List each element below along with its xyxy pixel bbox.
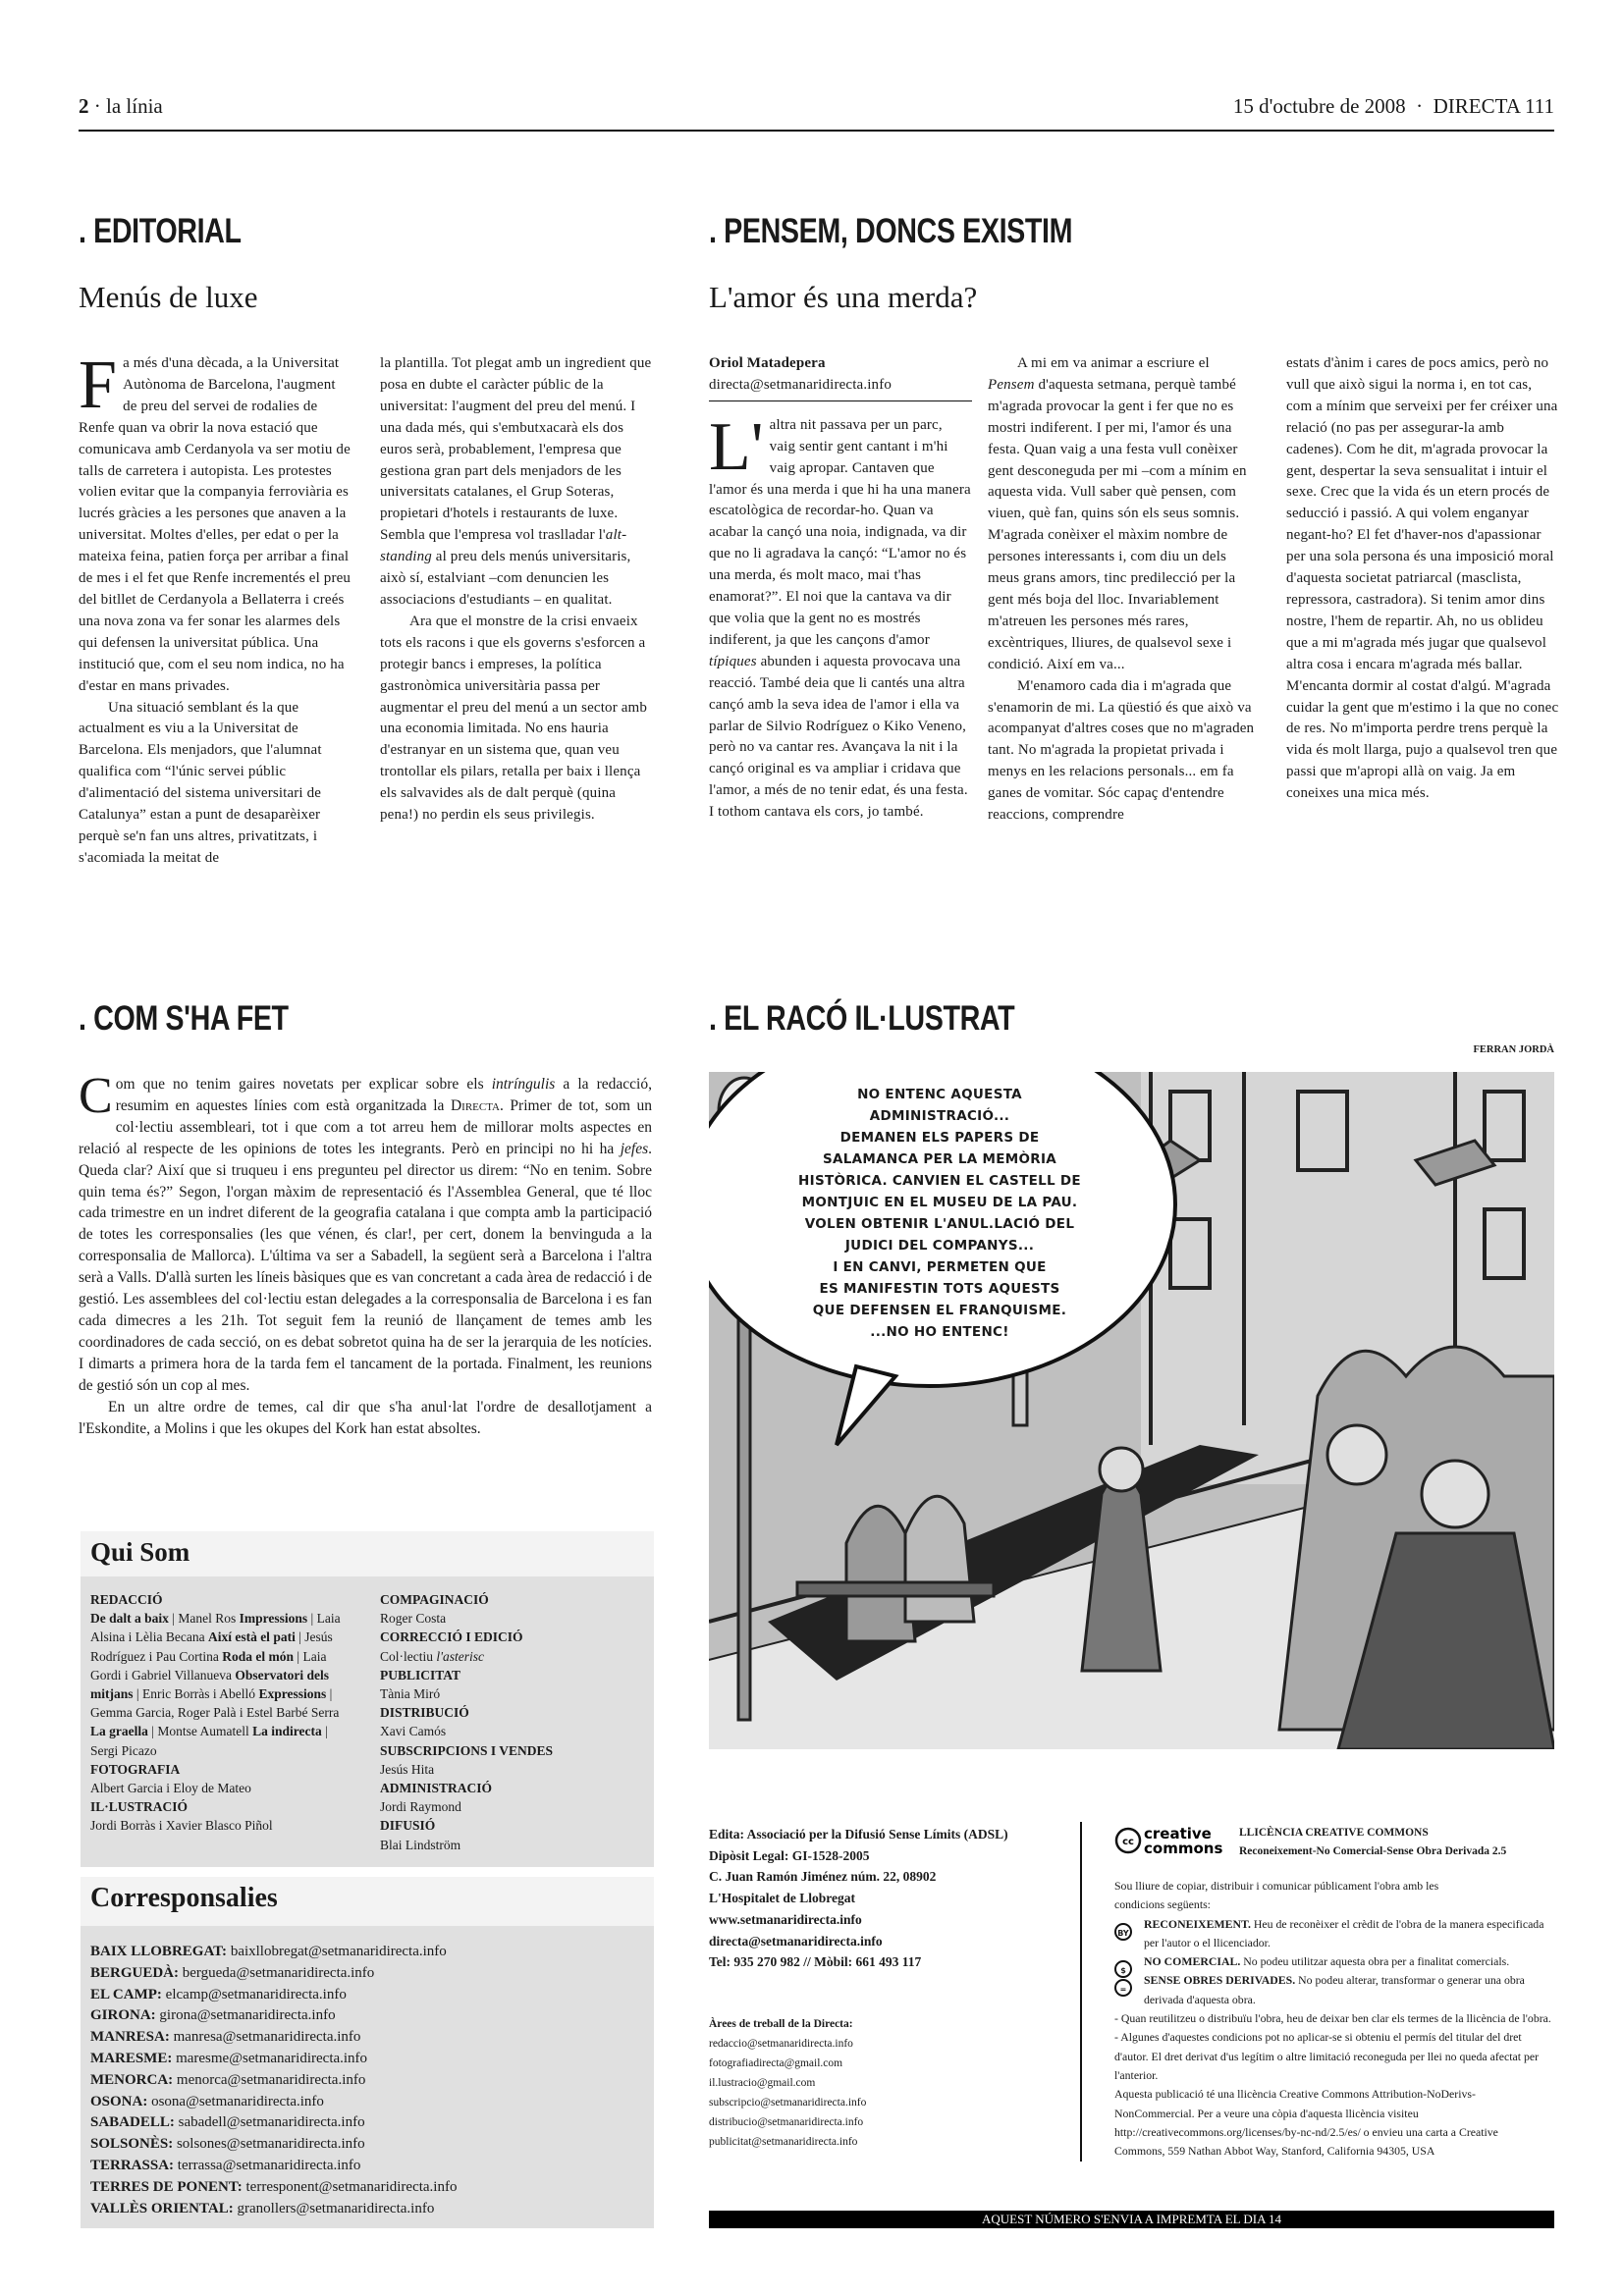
page-header-right: 15 d'octubre de 2008 · DIRECTA 111 bbox=[1232, 94, 1554, 118]
text-line[interactable]: subscripcio@setmanaridirecta.info bbox=[709, 2097, 867, 2109]
text-line: SALAMANCA PER LA MEMÒRIA bbox=[822, 1151, 1057, 1167]
text-line: VOLEN OBTENIR L'ANUL.LACIÓ DEL bbox=[804, 1216, 1075, 1232]
pensem-column-2 bbox=[988, 353, 1255, 827]
correspondent-item bbox=[90, 2027, 644, 2049]
cartoon-illustration bbox=[709, 1072, 1554, 1749]
by-icon: BY bbox=[1114, 1923, 1132, 1941]
correspondent-item bbox=[90, 2005, 644, 2027]
region-name: MANRESA: bbox=[90, 2029, 170, 2046]
region-name: BERGUEDÀ: bbox=[90, 1964, 180, 1981]
region-name: BAIX LLOBREGAT: bbox=[90, 1944, 228, 1959]
license-heading bbox=[1239, 1824, 1506, 1861]
text-line[interactable]: redaccio@setmanaridirecta.info bbox=[709, 2038, 853, 2050]
pensem-column-1 bbox=[709, 353, 972, 824]
nd-icon: = bbox=[1114, 1979, 1132, 1997]
region-email[interactable]: girona@setmanaridirecta.info bbox=[155, 2007, 336, 2024]
license-text bbox=[1114, 1877, 1551, 2161]
paragraph: A mi em va animar a escriure el Pensem d'aquesta setmana, perquè també m'agrada provocar la gent i fer que no es mostri indiferent. I per mi, l'amor és una festa. Quan vaig a una festa vull conèixer gent desconeguda per mi –com a mínim en aquesta vida. Vull saber què pensen, com viuen, què fan, quins són els seus somnis. M'agrada conèixer el màxim nombre de persones interessants i, com diu un dels meus grans amors, tinc predilecció per la gent més boja del lloc. Invariablement m'atreuen les persones més rares, excèntriques, lliures, de qualsevol sexe i condició. Així em va... bbox=[988, 355, 1247, 672]
region-email[interactable]: osona@setmanaridirecta.info bbox=[147, 2093, 324, 2109]
correspondent-item bbox=[90, 2199, 644, 2220]
text-line[interactable]: fotografiadirecta@gmail.com bbox=[709, 2057, 843, 2069]
raco-heading: . EL RACÓ IL·LUSTRAT bbox=[709, 999, 1015, 1038]
quisom-box bbox=[81, 1576, 654, 1867]
dropcap: C bbox=[79, 1068, 113, 1124]
colophon bbox=[709, 1824, 1082, 1973]
pensem-heading: . PENSEM, DONCS EXISTIM bbox=[709, 212, 1073, 250]
text-line: - Quan reutilitzeu o distribuïu l'obra, heu de deixar ben clar els termes de la llicència de l'obra. bbox=[1114, 2011, 1551, 2026]
correspondent-item bbox=[90, 1963, 644, 1985]
staff-role: PUBLICITAT bbox=[380, 1667, 461, 1682]
condition-name: SENSE OBRES DERIVADES. bbox=[1144, 1973, 1296, 1988]
region-email[interactable]: sabadell@setmanaridirecta.info bbox=[174, 2114, 365, 2131]
issue-number: DIRECTA 111 bbox=[1433, 94, 1554, 118]
svg-text:cc: cc bbox=[1122, 1837, 1134, 1847]
license-subtitle: Reconeixement-No Comercial-Sense Obra Derivada 2.5 bbox=[1239, 1845, 1507, 1857]
region-name: SOLSONÈS: bbox=[90, 2136, 174, 2153]
paragraph: om que no tenim gaires novetats per explicar sobre els intríngulis a la redacció, resumim en aquestes línies com està organitzada la Directa. Primer de tot, som un col·lectiu assembleari, tot i que com a tot arreu hem de millorar molts aspectes en relació al respecte de les opinions de totes les integrants. Però en principi no hi ha jefes. Queda clar? Així que si truqueu i ens pregunteu pel director us direm: “No en tenim. Sobre quin tema és?” Segon, l'organ màxim de representació és l'Assemblea General, que té lloc cada trimestre en un indret diferent de la geografia catalana i que compta amb la participació de totes les corresponsalies (les que vénen, és clar!, per cert, donem la benvinguda a la corresponsalia de Mallorca). L'última va ser a Sabadell, la següent serà a Barcelona i l'altra serà a Valls. D'allà surten les líneis bàsiques que es van concretant a cada àrea de redacció i de gestió. Les assemblees del col·lectiu estan delegades a la corresponsalia de Barcelona i es fan cada dimecres a les 21h. Tot seguit fem la reunió de llançament de temes amb les coordinadores de cada secció, on es debat sobretot quina ha de ser la jerarquia de les notícies. I dimarts a primera hora de la tarda fem el tancament de la portada. Finalment, les reunions de gestió són un cop al mes. bbox=[79, 1076, 652, 1394]
condition-text: No podeu alterar, transformar o generar una obra derivada d'aquesta obra. bbox=[1144, 1973, 1525, 2006]
region-email[interactable]: baixllobregat@setmanaridirecta.info bbox=[227, 1944, 447, 1959]
svg-text:commons: commons bbox=[1144, 1840, 1223, 1857]
text-line[interactable]: publicitat@setmanaridirecta.info bbox=[709, 2136, 858, 2148]
correspondent-item bbox=[90, 2156, 644, 2177]
text-line: L'Hospitalet de Llobregat bbox=[709, 1891, 856, 1906]
dropcap: F bbox=[79, 347, 118, 423]
text-line: Tel: 935 270 982 // Mòbil: 661 493 117 bbox=[709, 1954, 922, 1970]
column-divider bbox=[1080, 1822, 1082, 2162]
staff-role: ADMINISTRACIÓ bbox=[380, 1781, 493, 1796]
region-name: TERRES DE PONENT: bbox=[90, 2178, 243, 2195]
italic-text: Pensem bbox=[988, 376, 1035, 393]
region-name: VALLÈS ORIENTAL: bbox=[90, 2200, 234, 2216]
work-areas bbox=[709, 2014, 1082, 2152]
pensem-column-3 bbox=[1286, 353, 1561, 805]
editorial-title: Menús de luxe bbox=[79, 280, 258, 314]
region-name: MARESME: bbox=[90, 2050, 173, 2066]
quisom-right-column bbox=[380, 1590, 645, 1854]
text-line: directa@setmanaridirecta.info bbox=[709, 1933, 883, 1949]
bold-text: Observatori dels mitjans bbox=[90, 1667, 330, 1702]
text-line: ...NO HO ENTENC! bbox=[870, 1324, 1009, 1340]
staff-names: Jordi Raymond bbox=[380, 1799, 461, 1815]
paragraph: altra nit passava per un parc, vaig sentir gent cantant i m'hi vaig apropar. Cantaven que l'amor és una merda i que hi ha una manera escatològica de recordar-ho. Quan va acabar la cançó una noia, indignada, va dir que no li agradava la cançó: “L'amor no és una merda, és molt maco, mai t'has enamorat?”. El noi que la cantava va dir que volia que la gent no es mostrés indiferent, ja que les cançons d'amor típiques abunden i aquesta provocava una reacció. També deia que li cantés una altra cançó amb la seva idea de l'amor i ella va parlar de Silvio Rodríguez o Kiko Veneno, però no va cantar res. Avançava la nit i la cançó original es va ampliar i cridava que l'amor, a més de no tenir edat, és una festa. I tothom cantava els cors, jo també. bbox=[709, 416, 971, 821]
nc-icon: $ bbox=[1114, 1960, 1132, 1978]
region-email[interactable]: elcamp@setmanaridirecta.info bbox=[161, 1986, 347, 2002]
italic-text: alt-standing bbox=[380, 527, 627, 565]
condition-name: NO COMERCIAL. bbox=[1144, 1954, 1241, 1969]
corresponsalies-list bbox=[81, 1926, 654, 2228]
condition-name: RECONEIXEMENT. bbox=[1144, 1916, 1251, 1931]
text-line[interactable]: il.lustracio@gmail.com bbox=[709, 2077, 816, 2089]
page-header-left: 2 · la línia bbox=[79, 94, 163, 118]
issue-date: 15 d'octubre de 2008 bbox=[1232, 94, 1406, 118]
staff-role: IL·LUSTRACIÓ bbox=[90, 1799, 189, 1815]
correspondent-item bbox=[90, 2112, 644, 2134]
staff-names: Jordi Borràs i Xavier Blasco Piñol bbox=[90, 1818, 273, 1834]
italic-text: intríngulis bbox=[491, 1076, 556, 1093]
bold-text: Expressions bbox=[258, 1686, 327, 1702]
condition-text: Heu de reconèixer el crèdit de l'obra de la manera especificada per l'autor o el llicenciador. bbox=[1144, 1916, 1544, 1949]
region-name: MENORCA: bbox=[90, 2071, 174, 2088]
region-email[interactable]: maresme@setmanaridirecta.info bbox=[172, 2050, 368, 2066]
print-date-bar: AQUEST NÚMERO S'ENVIA A IMPREMTA EL DIA 14 bbox=[709, 2211, 1554, 2228]
bold-text: Roda el món bbox=[222, 1648, 294, 1664]
section-name: la línia bbox=[106, 94, 163, 118]
text-line: Aquesta publicació té una llicència Creative Commons Attribution-NoDerivs- NonCommercial. Per a veure una còpia d'aquesta llicència visiteu http://creativecommons.org/licenses/by-nc-nd/2.5/es/ o envieu una carta a Creative Commons, 559 Nathan Abbot Way, Stanford, California 94305, USA bbox=[1114, 2087, 1498, 2159]
editorial-column-1 bbox=[79, 347, 352, 870]
staff-role: REDACCIÓ bbox=[90, 1592, 163, 1607]
cc-logo-icon bbox=[1114, 1824, 1224, 1857]
region-name: SABADELL: bbox=[90, 2114, 175, 2131]
staff-role: DISTRIBUCIÓ bbox=[380, 1705, 469, 1721]
text-line: NO ENTENC AQUESTA bbox=[857, 1087, 1022, 1102]
editorial-column-2 bbox=[380, 353, 653, 827]
dropcap: L' bbox=[709, 408, 764, 485]
region-email[interactable]: menorca@setmanaridirecta.info bbox=[173, 2071, 366, 2088]
header-rule bbox=[79, 130, 1554, 132]
staff-role: COMPAGINACIÓ bbox=[380, 1592, 489, 1607]
paragraph: estats d'ànim i cares de pocs amics, però no vull que això sigui la norma i, en tot cas, com a mínim que serveixi per fer créixer una relació (no pas per assegurar-la amb cadenes). Com he dit, m'agrada provocar la gent, despertar la seva sensualitat i intuir el sexe. Crec que la vida és un etern procés de seducció i passió. A qui volem enganyar negant-ho? El fet d'haver-nos d'apassionar per una sola persona és una imposició moral d'aquesta societat patriarcal (masclista, repressora, castradora). Si tenim amor dins nostre, l'hem de repartir. Ah, no us oblideu que a mi m'agrada més jugar que qualsevol altra cosa i encara m'agrada més ballar. M'encanta dormir al costat d'algú. M'agrada cuidar la gent que m'estimo i la que no conec de res. No m'importa perdre trens perquè la vida és molt llarga, pujo a qualsevol tren que passi que m'apropi allà on vaig. Ja em coneixes una mica més. bbox=[1286, 355, 1559, 802]
staff-names: Jesús Hita bbox=[380, 1761, 435, 1777]
license-condition bbox=[1114, 1971, 1551, 2009]
text-line: ADMINISTRACIÓ... bbox=[869, 1108, 1010, 1124]
paragraph: Una situació semblant és la que actualment es viu a la Universitat de Barcelona. Els menjadors, que l'alumnat qualifica com “l'únic servei públic d'alimentació del sistema universitari de Catalunya” estan a punt de desaparèixer perquè se'n fan uns altres, privatitzats, i s'acomiada la meitat de bbox=[79, 699, 322, 866]
staff-names: Blai Lindström bbox=[380, 1837, 461, 1852]
staff-names: Xavi Camós bbox=[380, 1724, 447, 1739]
correspondent-item bbox=[90, 2134, 644, 2156]
region-email[interactable]: granollers@setmanaridirecta.info bbox=[233, 2200, 435, 2216]
region-name: OSONA: bbox=[90, 2093, 148, 2109]
editorial-heading: . EDITORIAL bbox=[79, 212, 242, 250]
staff-names: Col·lectiu l'asterisc bbox=[380, 1648, 485, 1664]
staff-role: DIFUSIÓ bbox=[380, 1818, 436, 1834]
region-email[interactable]: solsones@setmanaridirecta.info bbox=[173, 2136, 365, 2153]
text-line: QUE DEFENSEN EL FRANQUISME. bbox=[812, 1303, 1067, 1318]
italic-text: jefes bbox=[620, 1140, 649, 1157]
author-email[interactable]: directa@setmanaridirecta.info bbox=[709, 375, 972, 401]
license-title: LLICÈNCIA CREATIVE COMMONS bbox=[1239, 1827, 1429, 1839]
region-name: TERRASSA: bbox=[90, 2157, 175, 2173]
text-line: www.setmanaridirecta.info bbox=[709, 1911, 862, 1927]
paragraph: la plantilla. Tot plegat amb un ingredient que posa en dubte el caràcter públic de la universitat: l'augment del preu del menú. I una dada més, qui s'embutxacarà els dos euros serà, probablement, l'empresa que gestiona gran part dels menjadors de les universitats catalanes, el Grup Soteras, propietari d'hotels i restaurants de luxe. Sembla que l'empresa vol traslladar l'alt-standing al preu dels menús universitaris, això sí, estalviant –com denuncien les associacions d'estudiants – en qualitat. bbox=[380, 355, 652, 608]
region-email[interactable]: bergueda@setmanaridirecta.info bbox=[179, 1964, 375, 1981]
comshafet-heading: . COM S'HA FET bbox=[79, 999, 289, 1038]
comshafet-body bbox=[79, 1068, 652, 1439]
correspondent-item bbox=[90, 2070, 644, 2092]
text-line: Edita: Associació per la Difusió Sense Límits (ADSL) bbox=[709, 1827, 1008, 1842]
text-line: C. Juan Ramón Jiménez núm. 22, 08902 bbox=[709, 1869, 937, 1885]
illustrator-credit: FERRAN JORDÀ bbox=[1473, 1044, 1554, 1055]
small-caps-text: Directa bbox=[450, 1096, 501, 1114]
correspondent-item bbox=[90, 2177, 644, 2199]
creative-commons-logo bbox=[1114, 1824, 1224, 1857]
region-name: EL CAMP: bbox=[90, 1986, 162, 2002]
text-line: JUDICI DEL COMPANYS... bbox=[844, 1238, 1035, 1254]
staff-names: De dalt a baix | Manel Ros Impressions | Laia Alsina i Lèlia Becana Així està el pati | Jesús Rodríguez i Pau Cortina Roda el món | Laia Gordi i Gabriel Villanueva Observatori dels mitjans | Enric Borràs i Abelló Expressions | Gemma Garcia, Roger Palà i Estel Barbé Serra La graella | Montse Aumatell La indirecta | Sergi Picazo bbox=[90, 1611, 341, 1758]
bold-text: De dalt a baix bbox=[90, 1611, 169, 1627]
region-email[interactable]: terrassa@setmanaridirecta.info bbox=[174, 2157, 361, 2173]
quisom-title: Qui Som bbox=[81, 1531, 654, 1576]
quisom-left-column bbox=[90, 1590, 355, 1836]
license-condition bbox=[1114, 1915, 1551, 1953]
author-name: Oriol Matadepera bbox=[709, 355, 826, 371]
text-line: I EN CANVI, PERMETEN QUE bbox=[833, 1259, 1047, 1275]
region-name: GIRONA: bbox=[90, 2007, 156, 2024]
paragraph: a més d'una dècada, a la Universitat Autònoma de Barcelona, l'augment de preu del servei de rodalies de Renfe quan va obrir la nova estació que comunicava amb Cerdanyola va ser motiu de talls de carretera i autopista. Les protestes volien evitar que la companyia ferroviària es lucrés gràcies a les persones que anaven a la universitat. Moltes d'elles, per edat o per la mateixa feina, patien força per arribar a final de mes i el fet que Renfe incrementés el preu del bitllet de Cerdanyola a Bellaterra i creés una nova zona va fer sonar les alarmes dels qui defensen la universitat pública. Una institució que, com el seu nom indica, no ha d'estar en mans privades. bbox=[79, 355, 352, 694]
staff-names: Tània Miró bbox=[380, 1686, 441, 1702]
region-email[interactable]: manresa@setmanaridirecta.info bbox=[169, 2029, 361, 2046]
text-line: MONTJUIC EN EL MUSEU DE LA PAU. bbox=[801, 1195, 1078, 1210]
bold-text: Així està el pati bbox=[207, 1629, 296, 1645]
license-condition bbox=[1114, 1952, 1551, 1976]
staff-names: Albert Garcia i Eloy de Mateo bbox=[90, 1781, 251, 1796]
text-line: - Algunes d'aquestes condicions pot no aplicar-se si obteniu el permís del titular del dret d'autor. El dret derivat d'us legítim o altre limitació reconeguda per llei no queda afectat per l'anterior. bbox=[1114, 2030, 1540, 2082]
condition-text: No podeu utilitzar aquesta obra per a finalitat comercials. bbox=[1240, 1954, 1510, 1969]
text-line[interactable]: distribucio@setmanaridirecta.info bbox=[709, 2116, 864, 2128]
paragraph: M'enamoro cada dia i m'agrada que s'enamorin de mi. La qüestió és que això va acompanyat d'altres coses que no m'agraden tant. No m'agrada la propietat privada i menys en les relacions personals... em fa ganes de vomitar. Sóc capaç d'entendre reaccions, comprendre bbox=[988, 677, 1255, 824]
text-line: ES MANIFESTIN TOTS AQUESTS bbox=[819, 1281, 1060, 1297]
text-line: DEMANEN ELS PAPERS DE bbox=[839, 1130, 1040, 1146]
bold-text: Impressions bbox=[239, 1611, 308, 1627]
staff-role: SUBSCRIPCIONS I VENDES bbox=[380, 1742, 554, 1758]
region-email[interactable]: terresponent@setmanaridirecta.info bbox=[242, 2178, 458, 2195]
italic-text: típiques bbox=[709, 653, 757, 669]
work-areas-title: Àrees de treball de la Directa: bbox=[709, 2018, 853, 2030]
bold-text: La graella bbox=[90, 1724, 148, 1739]
correspondent-item bbox=[90, 2049, 644, 2070]
paragraph: En un altre ordre de temes, cal dir que s'ha anul·lat l'ordre de desallotjament a l'Eskondite, a Molins i que les okupes del Kork han estat absoltes. bbox=[79, 1398, 652, 1437]
speech-bubble bbox=[729, 1084, 1151, 1343]
staff-role: CORRECCIÓ I EDICIÓ bbox=[380, 1629, 523, 1645]
correspondent-item bbox=[90, 1942, 644, 1963]
italic-text: l'asterisc bbox=[436, 1648, 485, 1664]
paragraph: Ara que el monstre de la crisi envaeix tots els racons i que els governs s'esforcen a protegir bancs i empreses, la política gastronòmica universitària passa per augmentar el preu del menú a un sector amb una economia limitada. No ens hauria d'estranyar en un sistema que, quan veu trontollar els pilars, retalla per baix i llença els salvavides als de dalt perquè (quina pena!) no perdin els seus privilegis. bbox=[380, 613, 648, 824]
staff-role: FOTOGRAFIA bbox=[90, 1761, 181, 1777]
text-line: HISTÒRICA. CANVIEN EL CASTELL DE bbox=[798, 1173, 1081, 1189]
correspondent-item bbox=[90, 2092, 644, 2113]
bold-text: La indirecta bbox=[252, 1724, 322, 1739]
pensem-title: L'amor és una merda? bbox=[709, 280, 978, 314]
text-line: Dipòsit Legal: GI-1528-2005 bbox=[709, 1847, 870, 1863]
svg-text:creative: creative bbox=[1144, 1825, 1212, 1842]
license-intro: Sou lliure de copiar, distribuir i comunicar públicament l'obra amb les condicions següents: bbox=[1114, 1879, 1439, 1912]
staff-names: Roger Costa bbox=[380, 1611, 447, 1627]
correspondent-item bbox=[90, 1985, 644, 2006]
corresponsalies-title: Corresponsalies bbox=[81, 1877, 654, 1926]
